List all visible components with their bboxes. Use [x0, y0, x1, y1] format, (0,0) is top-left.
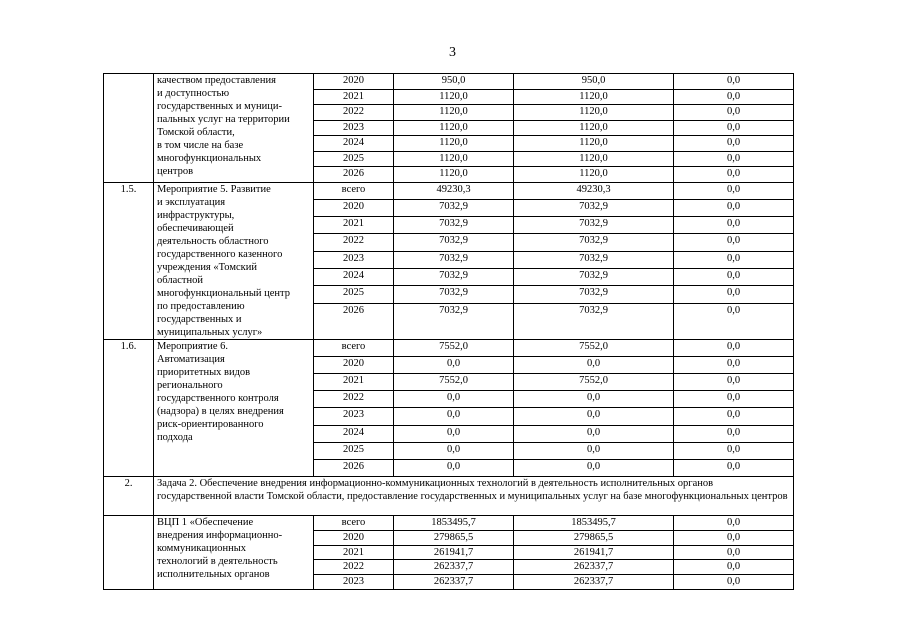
total-value: 0,0: [394, 459, 514, 476]
row-number: 1.6.: [104, 339, 154, 477]
budget-table: [103, 73, 794, 590]
federal-budget-value: 0,0: [674, 286, 794, 303]
regional-budget-value: 0,0: [514, 408, 674, 425]
table-row: [104, 516, 794, 531]
year-cell: 2023: [314, 575, 394, 590]
measure-name-text: качеством предоставления и доступностью государственных и муници- пальных услуг на территории Томской области, в том числе на базе многофункциональных центров: [157, 75, 290, 177]
year-cell: 2023: [314, 251, 394, 268]
federal-budget-value: 0,0: [674, 105, 794, 121]
regional-budget-value: 7032,9: [514, 303, 674, 339]
regional-budget-value: 7032,9: [514, 234, 674, 251]
federal-budget-value: 0,0: [674, 199, 794, 216]
total-value: 7032,9: [394, 217, 514, 234]
block-task-2: [104, 477, 794, 516]
total-value: 279865,5: [394, 530, 514, 545]
total-value: 1853495,7: [394, 516, 514, 531]
federal-budget-value: 0,0: [674, 167, 794, 183]
page-number: 3: [449, 45, 456, 60]
total-value: 49230,3: [394, 182, 514, 199]
year-cell: 2020: [314, 199, 394, 216]
total-value: 7032,9: [394, 286, 514, 303]
regional-budget-value: 49230,3: [514, 182, 674, 199]
federal-budget-value: 0,0: [674, 120, 794, 136]
total-value: 1120,0: [394, 167, 514, 183]
federal-budget-value: 0,0: [674, 442, 794, 459]
federal-budget-value: 0,0: [674, 182, 794, 199]
total-value: 7552,0: [394, 373, 514, 390]
measure-name-text: Мероприятие 5. Развитие и эксплуатация инфраструктуры, обеспечивающей деятельность областного государственного казенного учреждения «Томский областной многофункциональный центр по предоставлению государственных и муниципальных услуг»: [157, 183, 290, 338]
federal-budget-value: 0,0: [674, 74, 794, 90]
federal-budget-value: 0,0: [674, 251, 794, 268]
total-value: 7032,9: [394, 251, 514, 268]
federal-budget-value: 0,0: [674, 268, 794, 285]
federal-budget-value: 0,0: [674, 391, 794, 408]
year-cell: 2021: [314, 545, 394, 560]
federal-budget-value: 0,0: [674, 136, 794, 152]
regional-budget-value: 7032,9: [514, 199, 674, 216]
table-row: [104, 339, 794, 356]
federal-budget-value: 0,0: [674, 530, 794, 545]
year-cell: всего: [314, 339, 394, 356]
year-cell: 2023: [314, 120, 394, 136]
year-cell: всего: [314, 516, 394, 531]
regional-budget-value: 262337,7: [514, 560, 674, 575]
regional-budget-value: 1853495,7: [514, 516, 674, 531]
year-cell: 2026: [314, 459, 394, 476]
federal-budget-value: 0,0: [674, 339, 794, 356]
total-value: 0,0: [394, 391, 514, 408]
total-value: 7552,0: [394, 339, 514, 356]
federal-budget-value: 0,0: [674, 303, 794, 339]
regional-budget-value: 7032,9: [514, 286, 674, 303]
regional-budget-value: 7032,9: [514, 217, 674, 234]
task-row: [104, 477, 794, 516]
total-value: 1120,0: [394, 89, 514, 105]
year-cell: 2024: [314, 425, 394, 442]
block-1-4-tail: [104, 74, 794, 183]
federal-budget-value: 0,0: [674, 425, 794, 442]
regional-budget-value: 7032,9: [514, 268, 674, 285]
measure-name: [154, 182, 314, 339]
year-cell: 2020: [314, 74, 394, 90]
regional-budget-value: 1120,0: [514, 105, 674, 121]
federal-budget-value: 0,0: [674, 356, 794, 373]
federal-budget-value: 0,0: [674, 560, 794, 575]
regional-budget-value: 0,0: [514, 391, 674, 408]
measure-name-text: Мероприятие 6. Автоматизация приоритетных видов регионального государственного контроля (надзора) в целях внедрения риск-ориентированного подхода: [157, 340, 284, 443]
measure-name-text: ВЦП 1 «Обеспечение внедрения информационно- коммуникационных технологий в деятельность исполнительных органов: [157, 517, 283, 581]
federal-budget-value: 0,0: [674, 373, 794, 390]
regional-budget-value: 950,0: [514, 74, 674, 90]
federal-budget-value: 0,0: [674, 575, 794, 590]
regional-budget-value: 1120,0: [514, 151, 674, 167]
year-cell: 2022: [314, 234, 394, 251]
regional-budget-value: 0,0: [514, 425, 674, 442]
regional-budget-value: 7032,9: [514, 251, 674, 268]
regional-budget-value: 0,0: [514, 459, 674, 476]
year-cell: всего: [314, 182, 394, 199]
table-row: [104, 182, 794, 199]
task-number: 2.: [104, 477, 154, 516]
year-cell: 2022: [314, 560, 394, 575]
federal-budget-value: 0,0: [674, 408, 794, 425]
year-cell: 2024: [314, 136, 394, 152]
regional-budget-value: 261941,7: [514, 545, 674, 560]
regional-budget-value: 7552,0: [514, 339, 674, 356]
federal-budget-value: 0,0: [674, 234, 794, 251]
regional-budget-value: 7552,0: [514, 373, 674, 390]
total-value: 261941,7: [394, 545, 514, 560]
year-cell: 2020: [314, 356, 394, 373]
regional-budget-value: 262337,7: [514, 575, 674, 590]
federal-budget-value: 0,0: [674, 217, 794, 234]
total-value: 7032,9: [394, 234, 514, 251]
block-vcp-1: [104, 516, 794, 590]
total-value: 0,0: [394, 408, 514, 425]
table-row: [104, 74, 794, 90]
regional-budget-value: 279865,5: [514, 530, 674, 545]
block-measure-1-5: [104, 182, 794, 339]
year-cell: 2021: [314, 89, 394, 105]
federal-budget-value: 0,0: [674, 89, 794, 105]
total-value: 1120,0: [394, 136, 514, 152]
row-number: [104, 74, 154, 183]
total-value: 262337,7: [394, 575, 514, 590]
federal-budget-value: 0,0: [674, 459, 794, 476]
regional-budget-value: 1120,0: [514, 167, 674, 183]
total-value: 7032,9: [394, 303, 514, 339]
year-cell: 2025: [314, 286, 394, 303]
total-value: 950,0: [394, 74, 514, 90]
measure-name: [154, 339, 314, 477]
row-number: 1.5.: [104, 182, 154, 339]
block-measure-1-6: [104, 339, 794, 477]
year-cell: 2021: [314, 217, 394, 234]
year-cell: 2022: [314, 391, 394, 408]
measure-name: [154, 516, 314, 590]
total-value: 0,0: [394, 356, 514, 373]
regional-budget-value: 1120,0: [514, 89, 674, 105]
regional-budget-value: 0,0: [514, 442, 674, 459]
row-number: [104, 516, 154, 590]
year-cell: 2021: [314, 373, 394, 390]
total-value: 7032,9: [394, 268, 514, 285]
year-cell: 2024: [314, 268, 394, 285]
task-text: Задача 2. Обеспечение внедрения информационно-коммуникационных технологий в деятельность исполнительных органов государственной власти Томской области, предоставление государственных и муниципальных услуг на базе многофункциональных центров: [154, 477, 794, 516]
total-value: 262337,7: [394, 560, 514, 575]
federal-budget-value: 0,0: [674, 545, 794, 560]
total-value: 1120,0: [394, 151, 514, 167]
year-cell: 2026: [314, 167, 394, 183]
total-value: 0,0: [394, 442, 514, 459]
regional-budget-value: 0,0: [514, 356, 674, 373]
measure-name: [154, 74, 314, 183]
year-cell: 2025: [314, 151, 394, 167]
total-value: 0,0: [394, 425, 514, 442]
federal-budget-value: 0,0: [674, 516, 794, 531]
federal-budget-value: 0,0: [674, 151, 794, 167]
year-cell: 2026: [314, 303, 394, 339]
year-cell: 2022: [314, 105, 394, 121]
year-cell: 2023: [314, 408, 394, 425]
regional-budget-value: 1120,0: [514, 120, 674, 136]
total-value: 7032,9: [394, 199, 514, 216]
year-cell: 2020: [314, 530, 394, 545]
total-value: 1120,0: [394, 120, 514, 136]
total-value: 1120,0: [394, 105, 514, 121]
year-cell: 2025: [314, 442, 394, 459]
regional-budget-value: 1120,0: [514, 136, 674, 152]
